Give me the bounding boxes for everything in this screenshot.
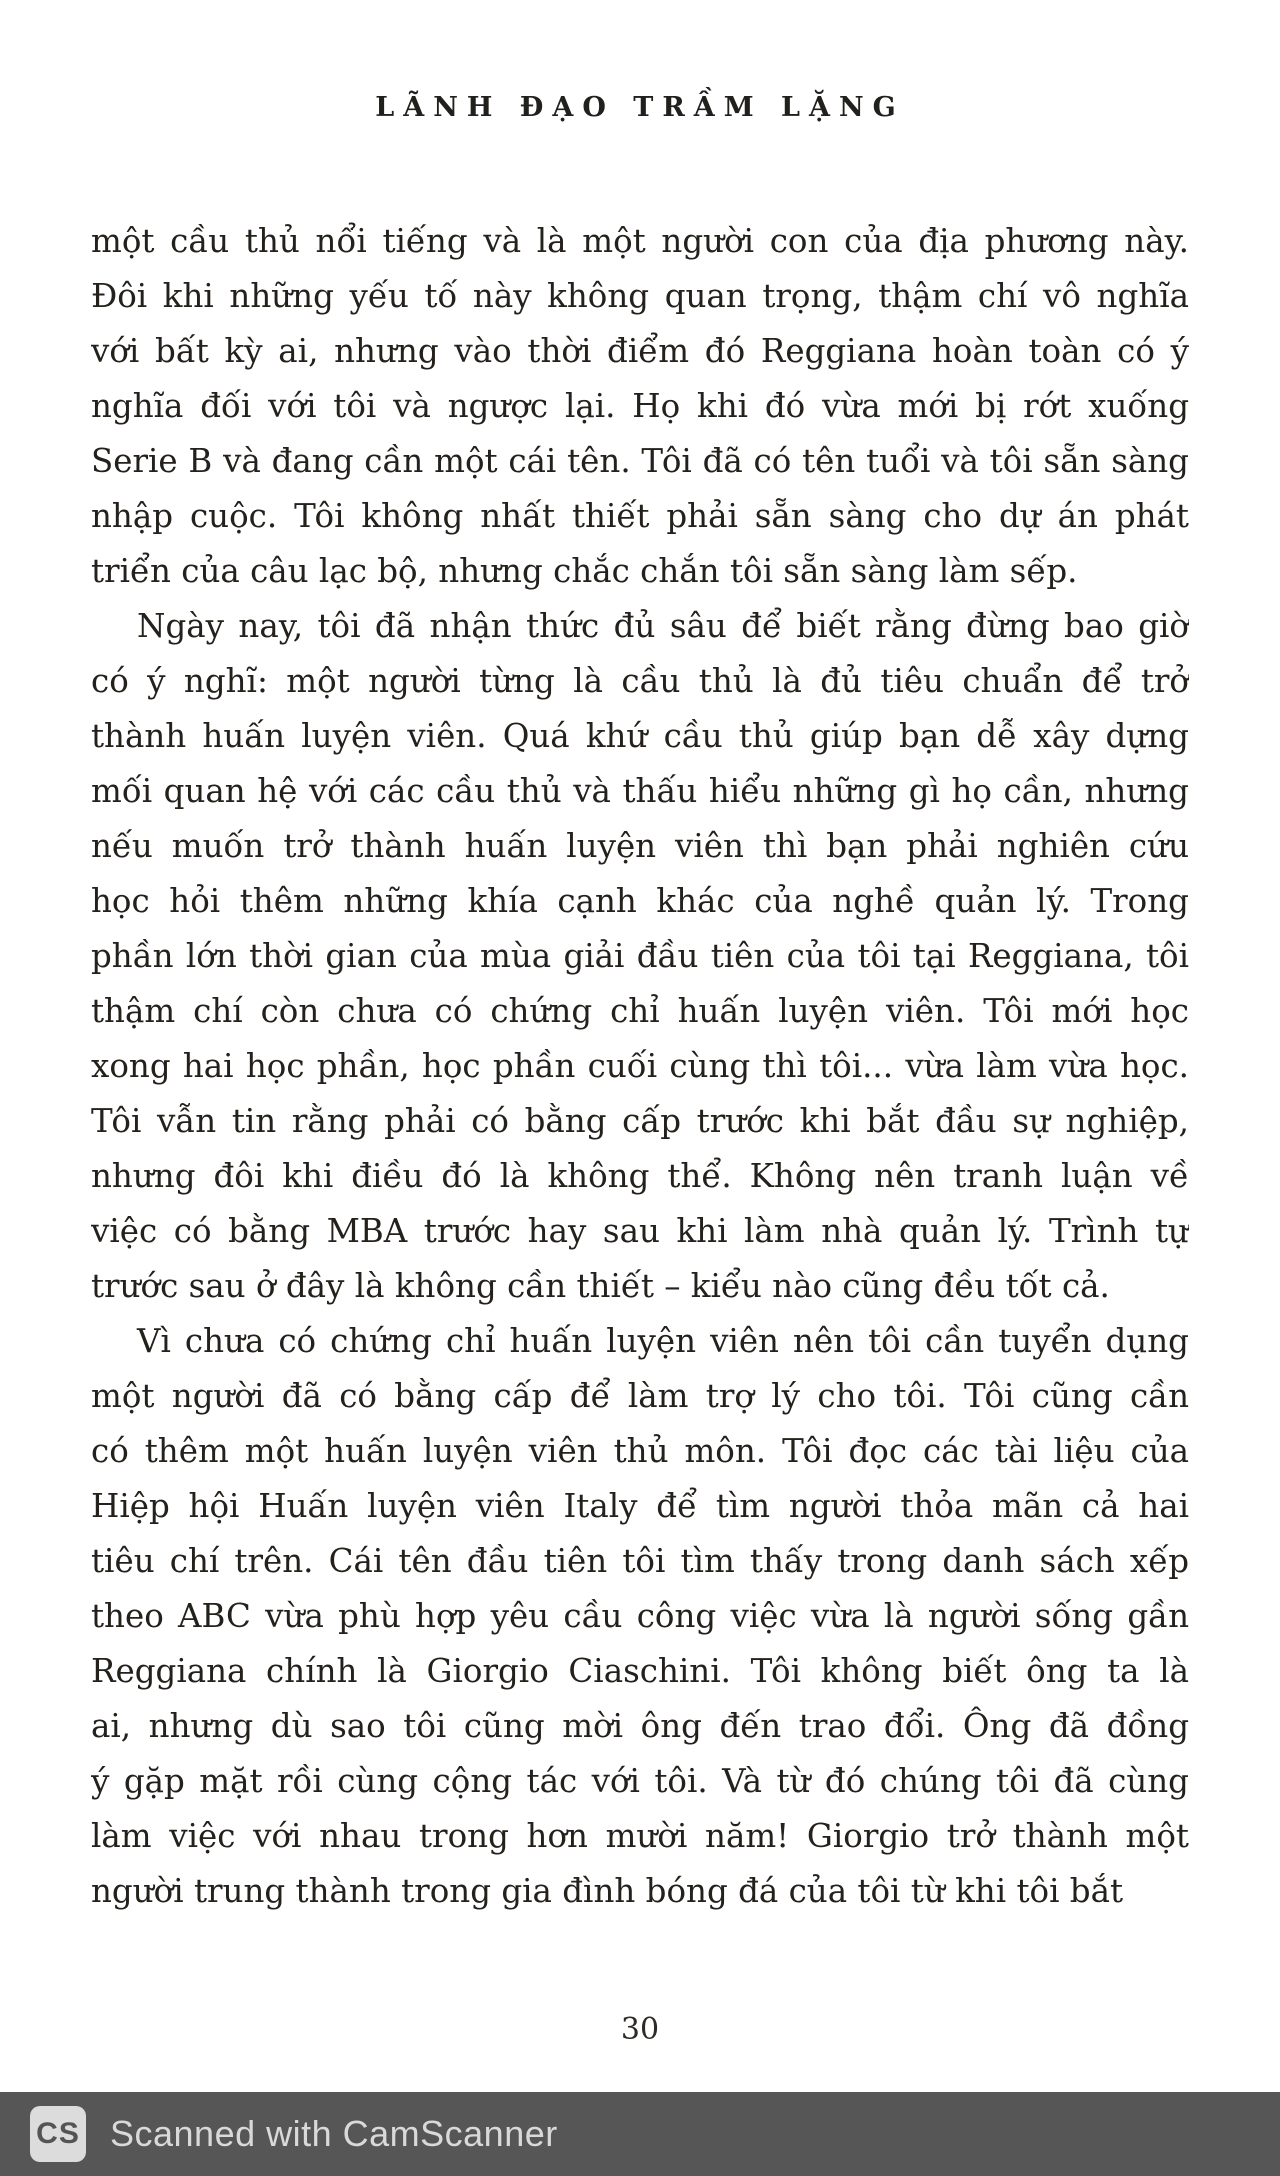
text-line: Serie B và đang cần một cái tên. Tôi đã có tên tuổi và tôi sẵn sàng [91, 442, 1189, 480]
text-line: Ngày nay, tôi đã nhận thức đủ sâu để biết rằng đừng bao giờ [137, 607, 1189, 645]
text-line: trước sau ở đây là không cần thiết – kiểu nào cũng đều tốt cả. [91, 1267, 1110, 1305]
text-line: làm việc với nhau trong hơn mười năm! Giorgio trở thành một [91, 1817, 1189, 1855]
camscanner-logo-icon: CS [30, 2106, 86, 2162]
camscanner-watermark-bar [0, 2092, 1280, 2176]
text-line: thậm chí còn chưa có chứng chỉ huấn luyện viên. Tôi mới học [91, 992, 1189, 1030]
text-line: Vì chưa có chứng chỉ huấn luyện viên nên tôi cần tuyển dụng [137, 1322, 1189, 1360]
text-line: Tôi vẫn tin rằng phải có bằng cấp trước khi bắt đầu sự nghiệp, [91, 1102, 1189, 1140]
text-line: nghĩa đối với tôi và ngược lại. Họ khi đó vừa mới bị rớt xuống [91, 387, 1189, 425]
text-line: phần lớn thời gian của mùa giải đầu tiên của tôi tại Reggiana, tôi [91, 937, 1189, 975]
paragraph [91, 599, 1189, 1314]
running-header: LÃNH ĐẠO TRẦM LẶNG [375, 92, 905, 123]
text-line: một cầu thủ nổi tiếng và là một người con của địa phương này. [91, 222, 1189, 260]
text-line: nếu muốn trở thành huấn luyện viên thì bạn phải nghiên cứu [91, 827, 1189, 865]
text-line: học hỏi thêm những khía cạnh khác của nghề quản lý. Trong [91, 882, 1189, 920]
page-number: 30 [620, 2012, 660, 2047]
paragraph [91, 1314, 1189, 1919]
text-line: có thêm một huấn luyện viên thủ môn. Tôi đọc các tài liệu của [91, 1432, 1189, 1470]
text-line: việc có bằng MBA trước hay sau khi làm nhà quản lý. Trình tự [91, 1212, 1189, 1250]
text-line: Đôi khi những yếu tố này không quan trọng, thậm chí vô nghĩa [91, 277, 1189, 315]
text-line: người trung thành trong gia đình bóng đá của tôi từ khi tôi bắt [91, 1872, 1124, 1910]
text-line: tiêu chí trên. Cái tên đầu tiên tôi tìm thấy trong danh sách xếp [91, 1542, 1189, 1580]
text-line: nhập cuộc. Tôi không nhất thiết phải sẵn sàng cho dự án phát [91, 497, 1189, 535]
camscanner-watermark-text: Scanned with CamScanner [110, 2113, 558, 2154]
text-line: một người đã có bằng cấp để làm trợ lý cho tôi. Tôi cũng cần [91, 1377, 1189, 1415]
text-line: Reggiana chính là Giorgio Ciaschini. Tôi không biết ông ta là [91, 1652, 1189, 1690]
text-line: ý gặp mặt rồi cùng cộng tác với tôi. Và từ đó chúng tôi đã cùng [91, 1762, 1189, 1800]
page-body [91, 214, 1189, 1919]
text-line: ai, nhưng dù sao tôi cũng mời ông đến trao đổi. Ông đã đồng [91, 1707, 1189, 1745]
text-line: nhưng đôi khi điều đó là không thể. Không nên tranh luận về [91, 1157, 1189, 1195]
text-line: Hiệp hội Huấn luyện viên Italy để tìm người thỏa mãn cả hai [91, 1487, 1189, 1525]
text-line: có ý nghĩ: một người từng là cầu thủ là đủ tiêu chuẩn để trở [91, 662, 1189, 700]
text-line: mối quan hệ với các cầu thủ và thấu hiểu những gì họ cần, nhưng [91, 772, 1189, 810]
text-line: thành huấn luyện viên. Quá khứ cầu thủ giúp bạn dễ xây dựng [91, 717, 1189, 755]
text-line: theo ABC vừa phù hợp yêu cầu công việc vừa là người sống gần [91, 1597, 1189, 1635]
paragraph [91, 214, 1189, 599]
text-line: với bất kỳ ai, nhưng vào thời điểm đó Reggiana hoàn toàn có ý [91, 332, 1189, 370]
text-line: xong hai học phần, học phần cuối cùng thì tôi... vừa làm vừa học. [91, 1047, 1189, 1085]
text-line: triển của câu lạc bộ, nhưng chắc chắn tôi sẵn sàng làm sếp. [91, 552, 1078, 590]
